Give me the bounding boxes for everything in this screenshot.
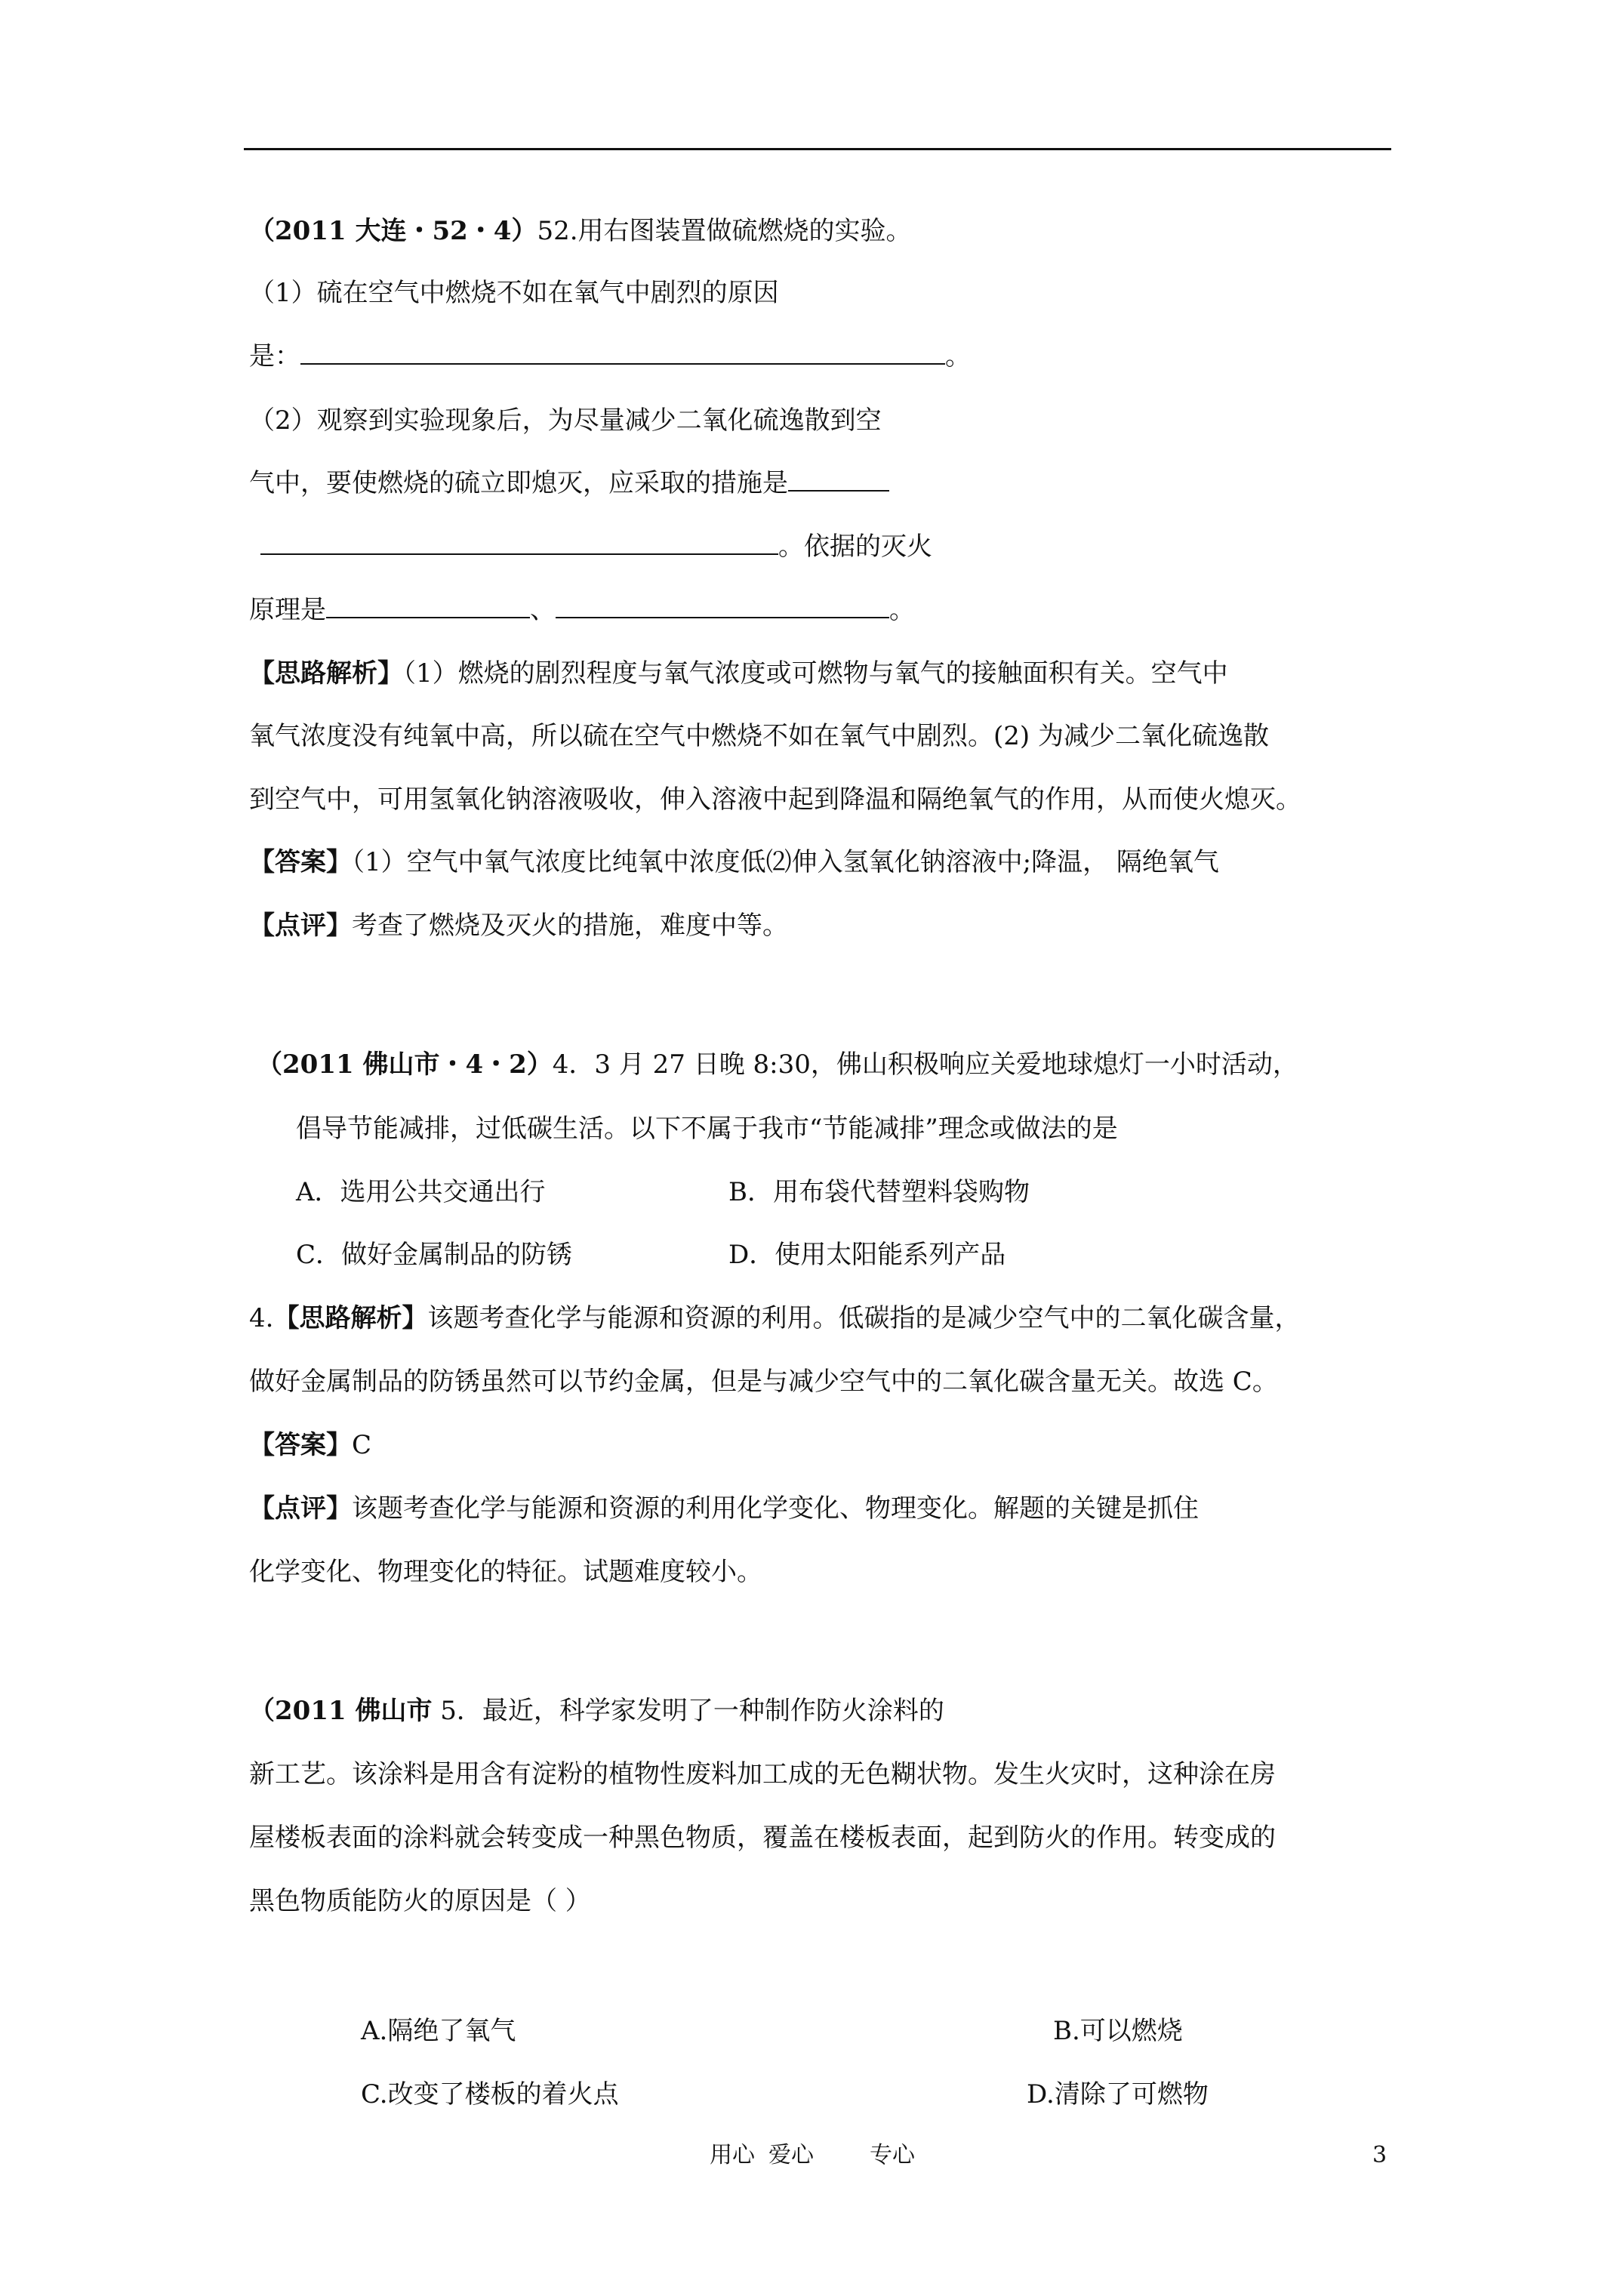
- q2-stem: 倡导节能减排，过低碳生活。以下不属于我市“节能减排”理念或做法的是: [296, 1114, 1118, 1144]
- q3-stem-2: 屋楼板表面的涂料就会转变成一种黑色物质，覆盖在楼板表面，起到防火的作用。转变成的: [249, 1823, 1276, 1853]
- q2-option-a: A．选用公共交通出行: [296, 1177, 546, 1207]
- q2-source: （2011 佛山市・4・2）: [257, 1049, 553, 1080]
- footer-motto-1: 用心: [710, 2142, 755, 2168]
- q2-comment-1: 【点评】该题考查化学与能源和资源的利用化学变化、物理变化。解题的关键是抓住: [249, 1493, 1199, 1524]
- q2-analysis-2: 做好金属制品的防锈虽然可以节约金属，但是与减少空气中的二氧化碳含量无关。故选 C。: [249, 1367, 1278, 1397]
- q3-option-c: C.改变了楼板的着火点: [361, 2079, 619, 2110]
- q2-title: 4．3 月 27 日晚 8:30，佛山积极响应关爱地球熄灯一小时活动，: [552, 1049, 1298, 1080]
- q3-title-line: [249, 1694, 944, 1727]
- answer-blank: [788, 467, 889, 492]
- q3-title: 5．最近，科学家发明了一种制作防火涂料的: [432, 1696, 944, 1726]
- q1-part1-blank-line: 是： 。: [249, 341, 971, 371]
- footer-motto-2: 爱心: [768, 2142, 814, 2168]
- q1-part1: （1）硫在空气中燃烧不如在氧气中剧烈的原因: [249, 278, 779, 308]
- answer-blank: [556, 594, 889, 618]
- q1-part2-cont: 气中，要使燃烧的硫立即熄灭，应采取的措施是: [249, 467, 889, 500]
- q2-title-line: [257, 1048, 1298, 1081]
- q2-answer: 【答案】C: [249, 1430, 372, 1460]
- footer-motto-3: 专心: [870, 2142, 915, 2168]
- answer-blank: [260, 531, 778, 555]
- q3-option-a: A.隔绝了氧气: [361, 2016, 516, 2046]
- q2-option-d: D．使用太阳能系列产品: [728, 1240, 1006, 1270]
- q2-analysis-1: 4.【思路解析】该题考查化学与能源和资源的利用。低碳指的是减少空气中的二氧化碳含量，: [249, 1303, 1301, 1333]
- q2-comment-2: 化学变化、物理变化的特征。试题难度较小。: [249, 1557, 762, 1587]
- page-number: 3: [1372, 2142, 1387, 2168]
- answer-blank: [300, 341, 945, 365]
- q2-option-c: C．做好金属制品的防锈: [296, 1240, 573, 1270]
- q1-analysis-1: 【思路解析】（1）燃烧的剧烈程度与氧气浓度或可燃物与氧气的接触面积有关。空气中: [249, 658, 1228, 689]
- answer-blank: [326, 594, 530, 618]
- q1-analysis-3: 到空气中，可用氢氧化钠溶液吸收，伸入溶液中起到降温和隔绝氧气的作用，从而使火熄灭。: [249, 784, 1301, 815]
- q1-principle-line: 原理是 、 。: [249, 595, 915, 625]
- q1-analysis-2: 氧气浓度没有纯氧中高，所以硫在空气中燃烧不如在氧气中剧烈。(2) 为减少二氧化硫逸散: [249, 721, 1269, 751]
- q1-source: （2011 大连・52・4）: [249, 216, 537, 246]
- q1-part2-blank-line: 。依据的灭火: [260, 530, 932, 563]
- q3-stem-3: 黑色物质能防火的原因是（ ）: [249, 1886, 591, 1916]
- q3-stem-1: 新工艺。该涂料是用含有淀粉的植物性废料加工成的无色糊状物。发生火灾时，这种涂在房: [249, 1759, 1276, 1789]
- header-rule: [244, 148, 1391, 150]
- q1-comment: 【点评】考查了燃烧及灭火的措施，难度中等。: [249, 911, 788, 941]
- q3-option-b: B.可以燃烧: [1053, 2016, 1183, 2046]
- q3-source: （2011 佛山市: [249, 1696, 433, 1726]
- q3-option-d: D.清除了可燃物: [1027, 2079, 1209, 2110]
- q1-part2: （2）观察到实验现象后，为尽量减少二氧化硫逸散到空: [249, 405, 882, 436]
- q1-answer: 【答案】（1）空气中氧气浓度比纯氧中浓度低⑵伸入氢氧化钠溶液中;降温， 隔绝氧气: [249, 847, 1219, 877]
- q2-option-b: B．用布袋代替塑料袋购物: [728, 1177, 1030, 1207]
- q1-title-line: [249, 214, 912, 248]
- q1-title: 52.用右图装置做硫燃烧的实验。: [537, 216, 912, 246]
